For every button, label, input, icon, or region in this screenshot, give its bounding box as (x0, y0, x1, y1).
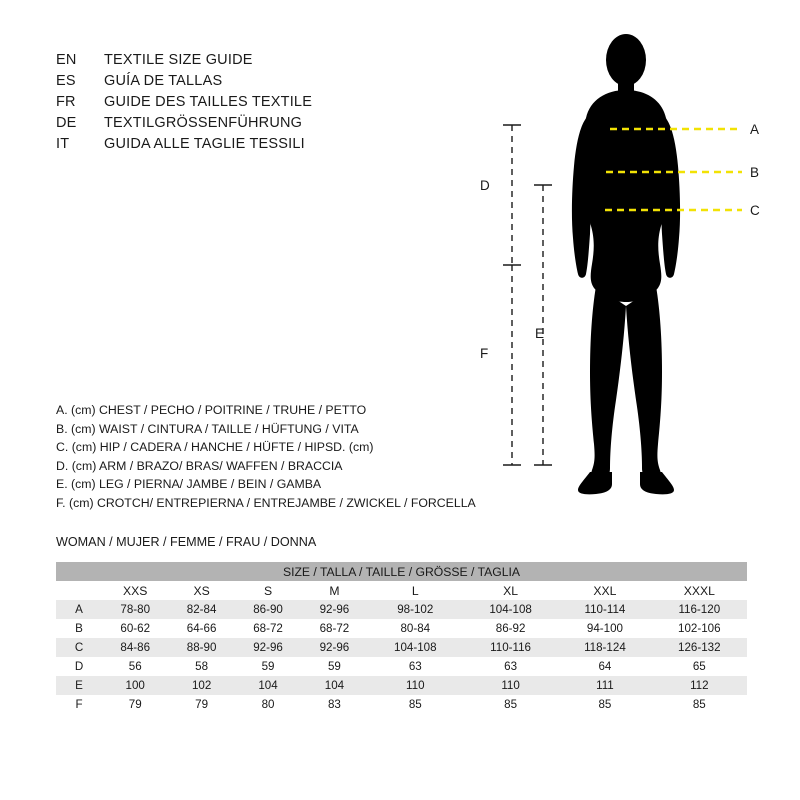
legend-item-d: D. (cm) ARM / BRAZO/ BRAS/ WAFFEN / BRACCIA (56, 458, 343, 473)
cell: 110-116 (463, 638, 558, 657)
size-table (56, 562, 747, 714)
legend-item-e: E. (cm) LEG / PIERNA/ JAMBE / BEIN / GAMBA (56, 477, 322, 492)
cell: 102-106 (652, 619, 747, 638)
cell: 63 (368, 657, 463, 676)
title-row (56, 136, 476, 156)
cell: 83 (301, 695, 367, 714)
cell: 59 (235, 657, 301, 676)
title-row (56, 52, 476, 72)
female-silhouette-icon (572, 34, 680, 494)
table-row (56, 657, 747, 676)
marker-label-d: D (480, 178, 490, 193)
column-header-xs: XS (168, 581, 234, 600)
table-row (56, 638, 747, 657)
cell: 110 (368, 676, 463, 695)
legend-block (56, 401, 526, 513)
cell: 60-62 (102, 619, 168, 638)
cell: 56 (102, 657, 168, 676)
cell: 88-90 (168, 638, 234, 657)
row-label-a: A (56, 600, 102, 619)
cell: 110 (463, 676, 558, 695)
title-lang-es: ES (56, 73, 76, 89)
title-text-fr: GUIDE DES TAILLES TEXTILE (104, 94, 313, 110)
row-label-c: C (56, 638, 102, 657)
title-lang-fr: FR (56, 94, 76, 110)
row-label-d: D (56, 657, 102, 676)
column-header-blank (56, 581, 102, 600)
cell: 92-96 (235, 638, 301, 657)
cell: 94-100 (558, 619, 651, 638)
title-row (56, 115, 476, 135)
table-header-row (56, 581, 747, 600)
title-text-en: TEXTILE SIZE GUIDE (104, 52, 253, 68)
table-row (56, 619, 747, 638)
cell: 63 (463, 657, 558, 676)
cell: 58 (168, 657, 234, 676)
title-lang-en: EN (56, 52, 77, 68)
cell: 92-96 (301, 638, 367, 657)
legend-item-a: A. (cm) CHEST / PECHO / POITRINE / TRUHE / PETTO (56, 403, 367, 417)
cell: 85 (652, 695, 747, 714)
cell: 86-92 (463, 619, 558, 638)
table-row (56, 695, 747, 714)
cell: 79 (102, 695, 168, 714)
title-row (56, 94, 476, 114)
marker-label-e: E (535, 326, 545, 341)
row-label-e: E (56, 676, 102, 695)
table-band-title: SIZE / TALLA / TAILLE / GRÖSSE / TAGLIA (56, 562, 747, 581)
cell: 126-132 (652, 638, 747, 657)
cell: 92-96 (301, 600, 367, 619)
cell: 64 (558, 657, 651, 676)
title-row (56, 73, 476, 93)
cell: 79 (168, 695, 234, 714)
column-header-xxl: XXL (558, 581, 651, 600)
title-text-de: TEXTILGRÖSSENFÜHRUNG (104, 115, 303, 131)
gender-label: WOMAN / MUJER / FEMME / FRAU / DONNA (56, 535, 317, 549)
row-label-f: F (56, 695, 102, 714)
cell: 102 (168, 676, 234, 695)
column-header-l: L (368, 581, 463, 600)
cell: 104 (235, 676, 301, 695)
cell: 82-84 (168, 600, 234, 619)
cell: 110-114 (558, 600, 651, 619)
column-header-xxxl: XXXL (652, 581, 747, 600)
marker-label-a: A (750, 122, 760, 137)
cell: 104 (301, 676, 367, 695)
cell: 84-86 (102, 638, 168, 657)
title-lang-de: DE (56, 115, 77, 131)
table-band-title-row (56, 562, 747, 581)
table-row (56, 600, 747, 619)
cell: 85 (558, 695, 651, 714)
row-label-b: B (56, 619, 102, 638)
table-row (56, 676, 747, 695)
column-header-m: M (301, 581, 367, 600)
column-header-s: S (235, 581, 301, 600)
title-block (56, 52, 476, 157)
cell: 65 (652, 657, 747, 676)
legend-item-c: C. (cm) HIP / CADERA / HANCHE / HÜFTE / HIPSD. (cm) (56, 440, 374, 455)
cell: 80-84 (368, 619, 463, 638)
cell: 68-72 (235, 619, 301, 638)
marker-label-b: B (750, 165, 760, 180)
legend-item-f: F. (cm) CROTCH/ ENTREPIERNA / ENTREJAMBE / ZWICKEL / FORCELLA (56, 495, 476, 510)
marker-label-c: C (750, 203, 760, 218)
legend-item-b: B. (cm) WAIST / CINTURA / TAILLE / HÜFTUNG / VITA (56, 421, 359, 436)
cell: 118-124 (558, 638, 651, 657)
title-text-es: GUÍA DE TALLAS (104, 73, 223, 89)
dimension-d (503, 125, 521, 265)
cell: 86-90 (235, 600, 301, 619)
cell: 78-80 (102, 600, 168, 619)
cell: 111 (558, 676, 651, 695)
column-header-xxs: XXS (102, 581, 168, 600)
column-header-xl: XL (463, 581, 558, 600)
cell: 68-72 (301, 619, 367, 638)
cell: 80 (235, 695, 301, 714)
cell: 85 (368, 695, 463, 714)
dimension-e (534, 185, 552, 465)
cell: 112 (652, 676, 747, 695)
cell: 64-66 (168, 619, 234, 638)
cell: 100 (102, 676, 168, 695)
cell: 116-120 (652, 600, 747, 619)
cell: 104-108 (463, 600, 558, 619)
cell: 85 (463, 695, 558, 714)
cell: 59 (301, 657, 367, 676)
cell: 104-108 (368, 638, 463, 657)
cell: 98-102 (368, 600, 463, 619)
marker-label-f: F (480, 346, 489, 361)
title-text-it: GUIDA ALLE TAGLIE TESSILI (104, 136, 305, 152)
title-lang-it: IT (56, 136, 70, 152)
